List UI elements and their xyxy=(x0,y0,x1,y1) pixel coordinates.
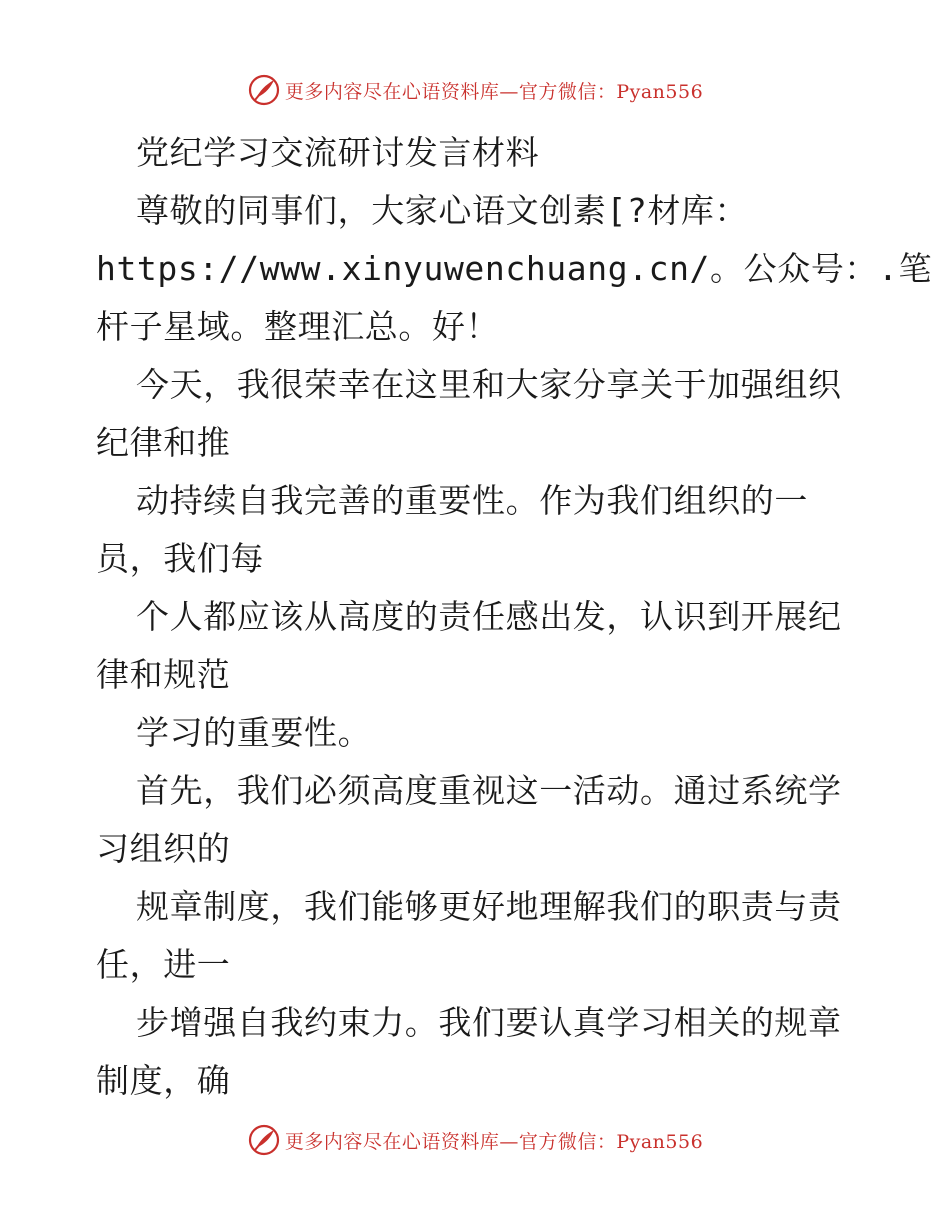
text-line: 今天，我很荣幸在这里和大家分享关于加强组织 xyxy=(136,365,842,404)
text-line: 纪律和推 xyxy=(96,423,231,462)
text-line: 律和规范 xyxy=(96,655,231,694)
text-line: 习组织的 xyxy=(96,829,231,868)
text-line: 尊敬的同事们，大家心语文创素[?材库： xyxy=(136,191,749,230)
text-line: 规章制度，我们能够更好地理解我们的职责与责 xyxy=(136,887,842,926)
header-banner xyxy=(0,70,950,110)
header-banner-text: 更多内容尽在心语资料库—官方微信：Pyan556 xyxy=(284,80,704,103)
text-line: 首先，我们必须高度重视这一活动。通过系统学 xyxy=(136,771,842,810)
text-line: 任，进一 xyxy=(96,945,231,984)
text-line: 学习的重要性。 xyxy=(136,713,372,752)
text-line: 步增强自我约束力。我们要认真学习相关的规章 xyxy=(136,1003,842,1042)
document-title: 党纪学习交流研讨发言材料 xyxy=(136,133,540,172)
text-line: 个人都应该从高度的责任感出发，认识到开展纪 xyxy=(136,597,842,636)
text-line: 动持续自我完善的重要性。作为我们组织的一 xyxy=(136,481,808,520)
text-line: 员，我们每 xyxy=(96,539,264,578)
footer-banner-text: 更多内容尽在心语资料库—官方微信：Pyan556 xyxy=(284,1130,704,1153)
text-line: 杆子星域。整理汇总。好！ xyxy=(96,307,500,346)
document-body xyxy=(96,124,933,1110)
text-line: https://www.xinyuwenchuang.cn/。公众号：.笔 xyxy=(96,249,933,288)
quill-pen-logo-icon xyxy=(247,1123,281,1157)
text-line: 制度，确 xyxy=(96,1061,231,1100)
quill-pen-logo-icon xyxy=(247,73,281,107)
footer-banner xyxy=(0,1120,950,1160)
